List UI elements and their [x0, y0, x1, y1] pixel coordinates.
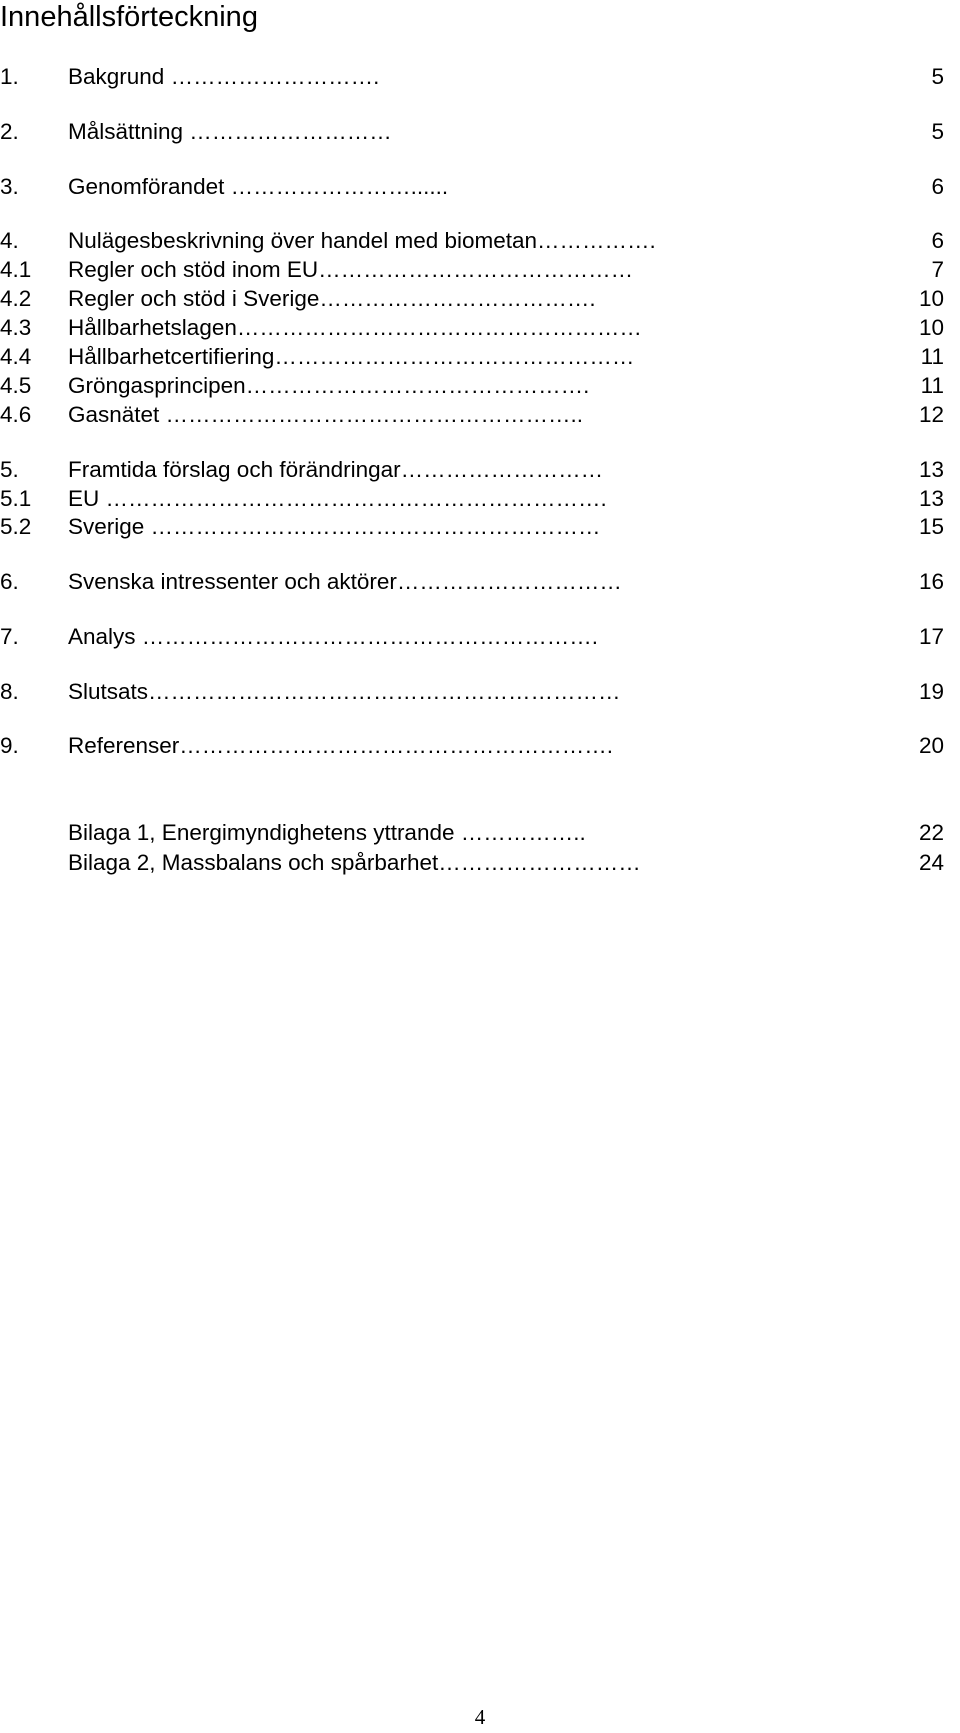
toc-entry [0, 484, 960, 514]
toc-entry-page: 7 [931, 257, 944, 282]
toc-entry-label: Framtida förslag och förändringar……………………… [68, 457, 604, 482]
toc-entry [0, 226, 960, 256]
toc-entry-page: 24 [918, 850, 944, 875]
toc-entry-number: 4.1 [0, 257, 32, 282]
toc-entry-label: Svenska intressenter och aktörer………………………… [68, 569, 622, 594]
toc-appendix-entry [0, 848, 960, 878]
toc-entry-number: 4.4 [0, 344, 32, 369]
toc-entry-page: 13 [918, 457, 944, 482]
toc-entry-page: 11 [920, 344, 944, 369]
toc-entry-page: 22 [918, 820, 944, 845]
toc-entry-page: 20 [918, 733, 944, 758]
toc-entry-label: Bakgrund ………………………. [68, 64, 380, 89]
toc-entry-number: 9. [0, 733, 19, 758]
toc-entry-label: Regler och stöd inom EU…………………………………… [68, 257, 634, 282]
toc-entry [0, 622, 960, 652]
page-number: 4 [474, 1705, 486, 1729]
toc-entry-page: 12 [918, 402, 944, 427]
toc-entry-label: Målsättning ……………………… [68, 119, 392, 144]
toc-entry [0, 172, 960, 202]
toc-entry-page: 13 [918, 486, 944, 511]
toc-entry-page: 10 [918, 286, 944, 311]
toc-entry-page: 6 [931, 174, 944, 199]
toc-entry-number: 2. [0, 119, 19, 144]
toc-entry [0, 284, 960, 314]
toc-entry-number: 6. [0, 569, 19, 594]
toc-entry [0, 677, 960, 707]
toc-entry-page: 11 [920, 373, 944, 398]
toc-title: Innehållsförteckning [0, 1, 258, 33]
toc-entry [0, 342, 960, 372]
toc-entry [0, 117, 960, 147]
toc-entry-page: 15 [918, 514, 944, 539]
toc-entry-number: 5. [0, 457, 19, 482]
toc-entry-label: Regler och stöd i Sverige………………………………. [68, 286, 596, 311]
toc-entry-number: 1. [0, 64, 19, 89]
toc-entry-label: Bilaga 1, Energimyndighetens yttrande …………….. [68, 820, 586, 845]
toc-entry-label: Bilaga 2, Massbalans och spårbarhet……………………… [68, 850, 641, 875]
toc-entry-label: Genomförandet ……………………...... [68, 174, 449, 199]
toc-entry-number: 4.2 [0, 286, 32, 311]
toc-entry-number: 5.2 [0, 514, 32, 539]
toc-entry-page: 10 [918, 315, 944, 340]
toc-appendix-entry [0, 818, 960, 848]
toc-entry [0, 731, 960, 761]
toc-entry-label: Gasnätet ……………………………………………….. [68, 402, 584, 427]
toc-entry-number: 5.1 [0, 486, 32, 511]
toc-entry [0, 400, 960, 430]
toc-entry-label: Gröngasprincipen………………………………………. [68, 373, 590, 398]
toc-entry-label: Nulägesbeskrivning över handel med biometan……………. [68, 228, 656, 253]
toc-entry-number: 7. [0, 624, 19, 649]
toc-entry-page: 6 [931, 228, 944, 253]
toc-entry [0, 455, 960, 485]
toc-entry-label: Sverige …………………………………………………… [68, 514, 601, 539]
toc-entry-number: 4.5 [0, 373, 32, 398]
toc-entry-page: 17 [918, 624, 944, 649]
toc-entry-page: 19 [918, 679, 944, 704]
toc-entry-number: 8. [0, 679, 19, 704]
toc-entry [0, 567, 960, 597]
toc-entry-label: EU …………………………………………………………. [68, 486, 607, 511]
toc-entry-label: Referenser…………………………………………………. [68, 733, 614, 758]
toc-entry [0, 62, 960, 92]
toc-entry-number: 4.6 [0, 402, 32, 427]
toc-entry [0, 313, 960, 343]
toc-entry [0, 255, 960, 285]
toc-entry-label: Hållbarhetslagen……………………………………………… [68, 315, 642, 340]
toc-entry-page: 16 [918, 569, 944, 594]
toc-entry-label: Analys ……………………………………………………. [68, 624, 599, 649]
toc-entry [0, 512, 960, 542]
toc-entry-page: 5 [931, 64, 944, 89]
toc-entry-label: Hållbarhetcertifiering………………………………………… [68, 344, 635, 369]
toc-entry-label: Slutsats……………………………………………………… [68, 679, 621, 704]
toc-entry-number: 3. [0, 174, 19, 199]
toc-entry-number: 4. [0, 228, 19, 253]
toc-entry [0, 371, 960, 401]
toc-entry-number: 4.3 [0, 315, 32, 340]
toc-entry-page: 5 [931, 119, 944, 144]
